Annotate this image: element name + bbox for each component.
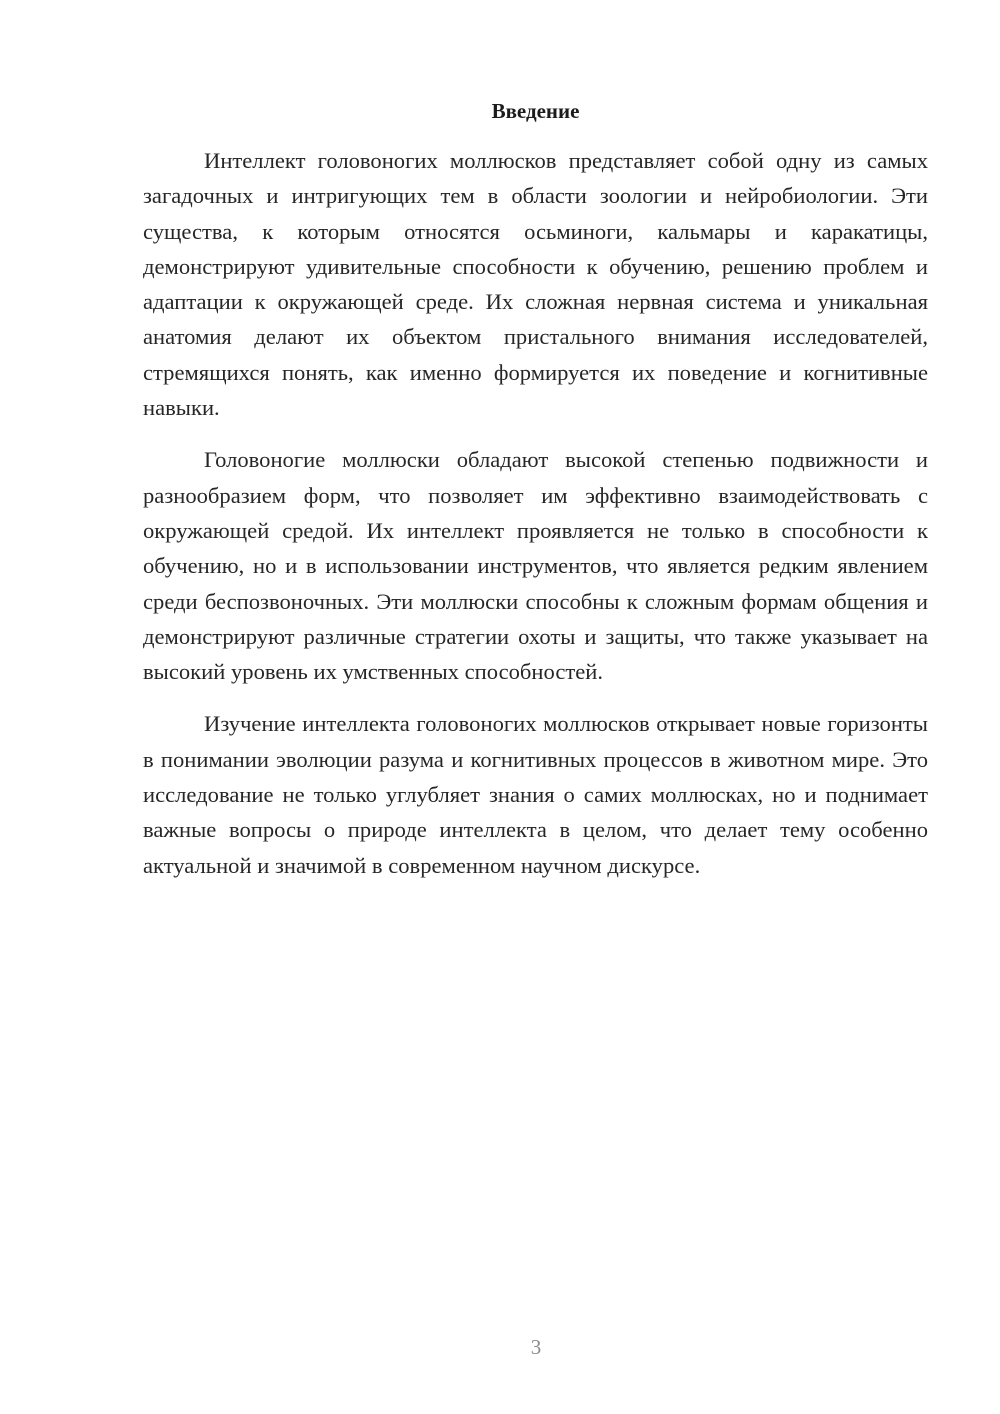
body-text: [143, 143, 928, 900]
page-number: 3: [530, 1335, 542, 1359]
paragraph: Головоногие моллюски обладают высокой степенью подвижности и разнообразием форм, что позволяет им эффективно взаимодействовать с окружающей средой. Их интеллект проявляется не только в способности к обучению, но и в использовании инструментов, что является редким явлением среди беспозвоночных. Эти моллюски способны к сложным формам общения и демонстрируют различные стратегии охоты и защиты, что также указывает на высокий уровень их умственных способностей.: [143, 447, 928, 685]
paragraph: Интеллект головоногих моллюсков представляет собой одну из самых загадочных и интригующих тем в области зоологии и нейробиологии. Эти существа, к которым относятся осьминоги, кальмары и каракатицы, демонстрируют удивительные способности к обучению, решению проблем и адаптации к окружающей среде. Их сложная нервная система и уникальная анатомия делают их объектом пристального внимания исследователей, стремящихся понять, как именно формируется их поведение и когнитивные навыки.: [143, 148, 928, 421]
paragraph: Изучение интеллекта головоногих моллюсков открывает новые горизонты в понимании эволюции разума и когнитивных процессов в животном мире. Это исследование не только углубляет знания о самих моллюсках, но и поднимает важные вопросы о природе интеллекта в целом, что делает тему особенно актуальной и значимой в современном научном дискурсе.: [143, 711, 928, 878]
section-title: Введение: [491, 99, 580, 123]
